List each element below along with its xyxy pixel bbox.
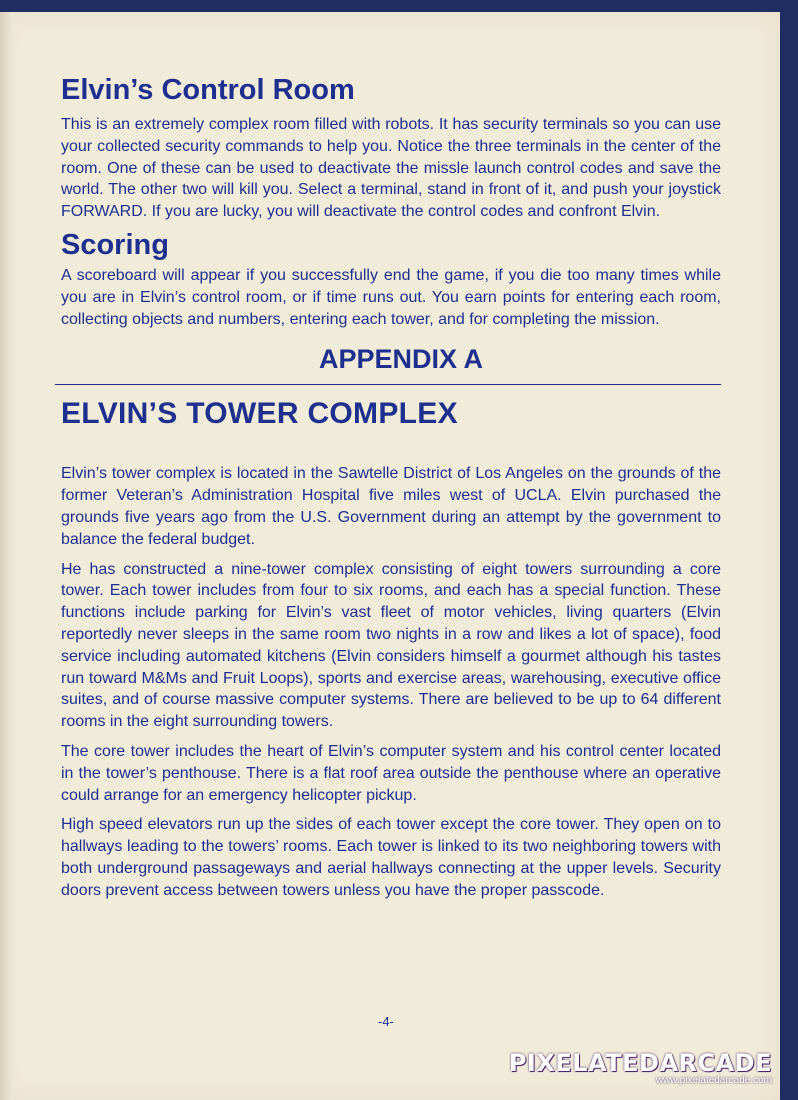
site-watermark [509,1049,772,1086]
control-room-paragraph: This is an extremely complex room filled with robots. It has security terminals so you can use your collected security commands to help you. Notice the three terminals in the center of the room. One of these can be used to deactivate the missle launch control codes and save the world. The other two will kill you. Select a terminal, stand in front of it, and push your joystick FORWARD. If you are lucky, you will deactivate the control codes and confront Elvin. [61,116,721,221]
tower-paragraph-core: The core tower includes the heart of Elvin’s computer system and his control center located in the tower’s penthouse. There is a flat roof area outside the penthouse where an operative could arrange for an emergency helicopter pickup. [61,742,721,804]
tower-complex-heading: ELVIN’S TOWER COMPLEX [61,397,458,431]
scoring-paragraph: A scoreboard will appear if you successfully end the game, if you die too many times while you are in Elvin’s control room, or if time runs out. You earn points for entering each room, collecting objects and numbers, entering each tower, and for completing the mission. [61,266,721,328]
page-content [61,72,721,910]
appendix-heading: APPENDIX A [318,344,484,375]
page-binding-edge [0,12,14,1100]
watermark-url: www.pixelatedarcade.com [655,1075,772,1086]
tower-paragraph-elevators: High speed elevators run up the sides of each tower except the core tower. They open on to hallways leading to the towers’ rooms. Each tower is linked to its two neighboring towers with both underground passageways and aerial hallways connecting at the upper levels. Security doors prevent access between towers unless you have the proper passcode. [61,816,721,899]
watermark-brand: PIXELATEDARCADE [508,1049,772,1077]
page-number: -4- [378,1014,394,1029]
control-room-heading: Elvin’s Control Room [61,74,355,106]
manual-page [0,12,780,1100]
scoring-heading: Scoring [61,228,169,261]
tower-complex-body [61,463,721,901]
tower-paragraph-construction: He has constructed a nine-tower complex consisting of eight towers surrounding a core tower. Each tower includes from four to six rooms, and each has a special function. These functions include parking for Elvin’s vast fleet of motor vehicles, living quarters (Elvin reportedly never sleeps in the same room two nights in a row and likes a lot of space), food service including automated kitchens (Elvin considers himself a gourmet although his tastes run toward M&Ms and Fruit Loops), sports and exercise areas, warehousing, executive office suites, and of course massive computer systems. There are believed to be up to 64 different rooms in the eight surrounding towers. [61,560,721,731]
appendix-divider [55,384,721,385]
tower-paragraph-location: Elvin’s tower complex is located in the Sawtelle District of Los Angeles on the grounds of the former Veteran’s Administration Hospital five miles west of UCLA. Elvin purchased the grounds five years ago from the U.S. Government during an attempt by the government to balance the federal budget. [61,465,721,548]
